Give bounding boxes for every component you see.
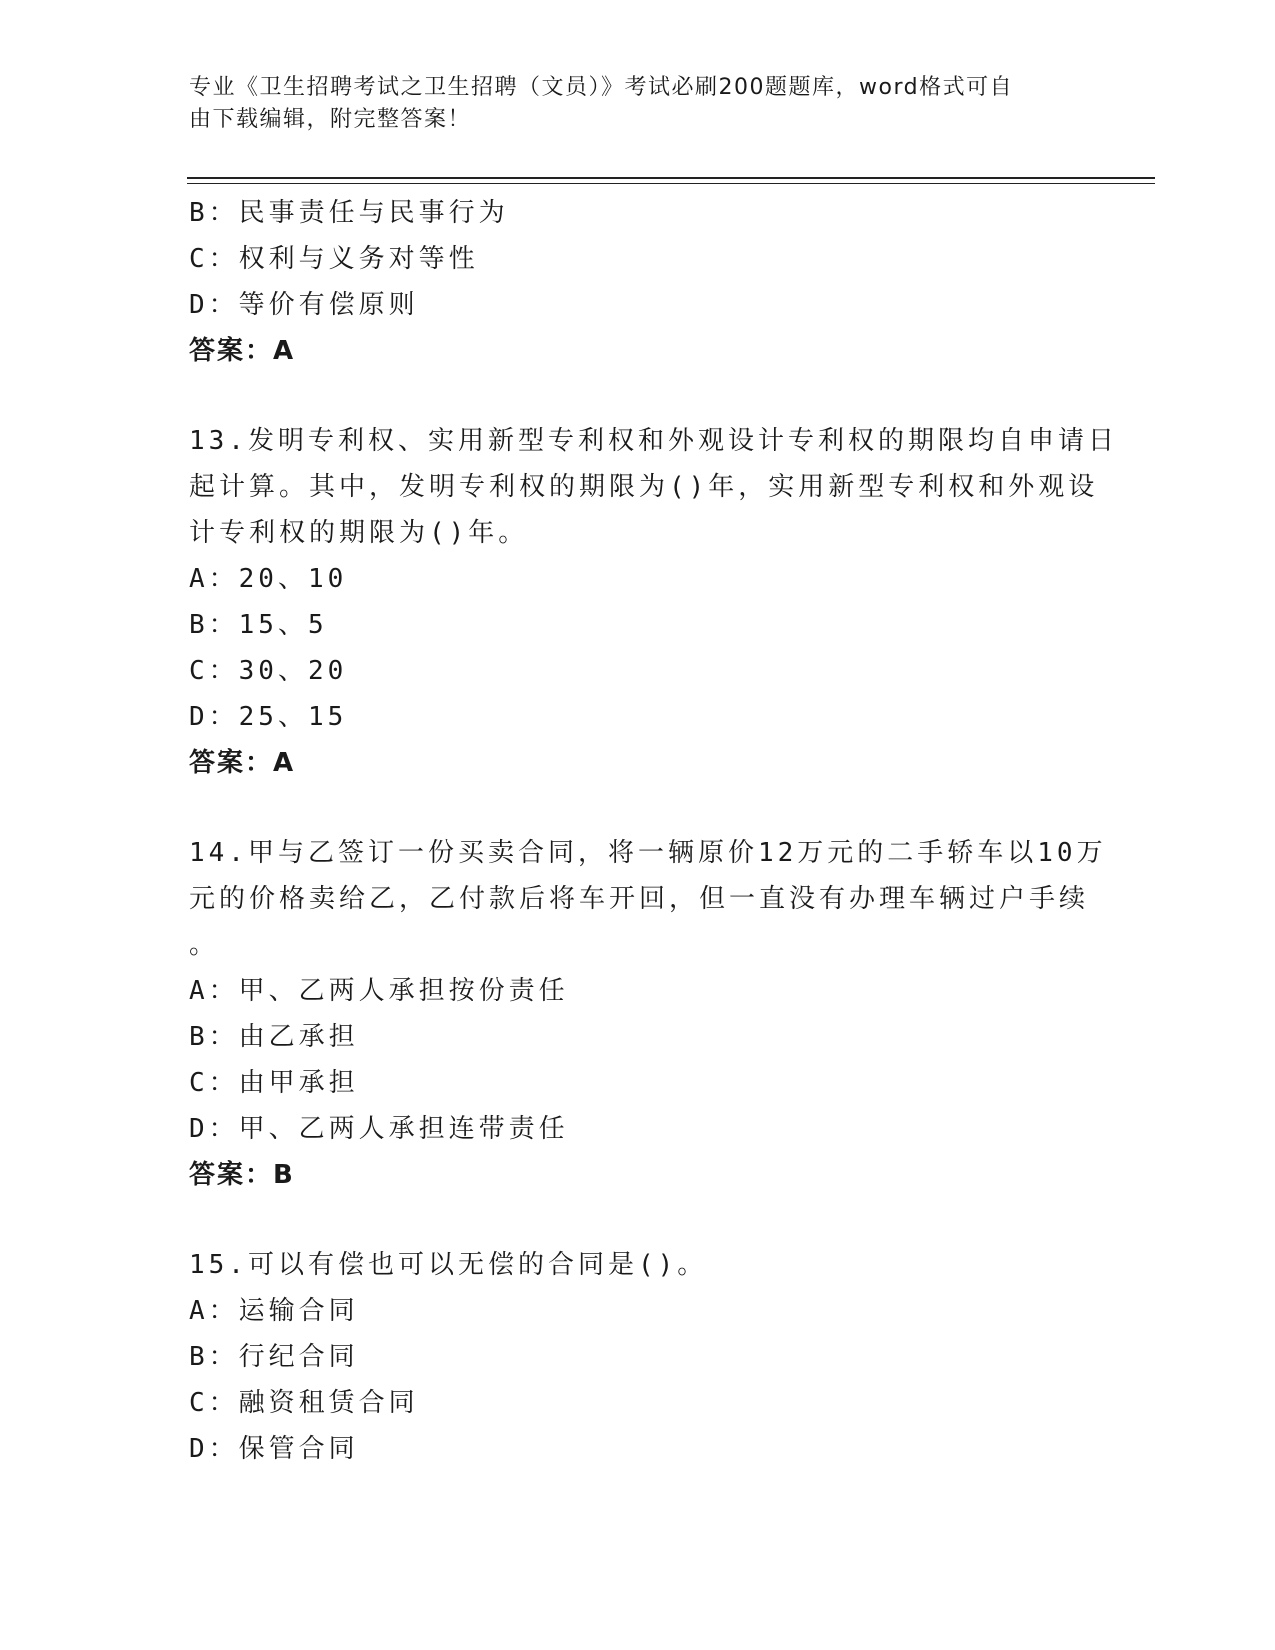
answer: 答案：A <box>189 748 296 778</box>
question-text: 计专利权的期限为()年。 <box>189 518 529 548</box>
option-c: C：30、20 <box>189 656 348 686</box>
header-line-1: 专业《卫生招聘考试之卫生招聘（文员）》考试必刷200题题库，word格式可自 <box>189 75 1014 100</box>
question-text: 起计算。其中，发明专利权的期限为()年，实用新型专利权和外观设 <box>189 472 1099 502</box>
option-d: D：25、15 <box>189 702 348 732</box>
question-14 <box>189 830 1107 1198</box>
option-b: B：15、5 <box>189 610 328 640</box>
option-a: A：20、10 <box>189 564 348 594</box>
question-text: 14.甲与乙签订一份买卖合同，将一辆原价12万元的二手轿车以10万 <box>189 838 1107 868</box>
question-text: 元的价格卖给乙，乙付款后将车开回，但一直没有办理车辆过户手续 <box>189 884 1090 914</box>
question-text: 15.可以有偿也可以无偿的合同是()。 <box>189 1250 708 1280</box>
document-header <box>189 72 1069 136</box>
option-c: C：由甲承担 <box>189 1068 359 1098</box>
option-c: C：权利与义务对等性 <box>189 244 479 274</box>
question-text: 。 <box>189 930 220 960</box>
option-a: A：运输合同 <box>189 1296 359 1326</box>
header-divider-thin <box>187 183 1155 184</box>
question-12-tail <box>189 190 1089 374</box>
option-d: D：甲、乙两人承担连带责任 <box>189 1114 569 1144</box>
option-c: C：融资租赁合同 <box>189 1388 419 1418</box>
option-b: B：行纪合同 <box>189 1342 359 1372</box>
question-15 <box>189 1242 1089 1472</box>
header-line-2: 由下载编辑，附完整答案！ <box>189 107 472 132</box>
question-text: 13.发明专利权、实用新型专利权和外观设计专利权的期限均自申请日 <box>189 426 1118 456</box>
option-a: A：甲、乙两人承担按份责任 <box>189 976 569 1006</box>
question-list <box>189 190 1118 1472</box>
answer: 答案：B <box>189 1160 295 1190</box>
question-13 <box>189 418 1118 786</box>
header-divider <box>187 177 1155 179</box>
answer: 答案：A <box>189 336 296 366</box>
option-d: D：保管合同 <box>189 1434 359 1464</box>
option-d: D：等价有偿原则 <box>189 290 419 320</box>
option-b: B：由乙承担 <box>189 1022 359 1052</box>
option-b: B：民事责任与民事行为 <box>189 198 509 228</box>
